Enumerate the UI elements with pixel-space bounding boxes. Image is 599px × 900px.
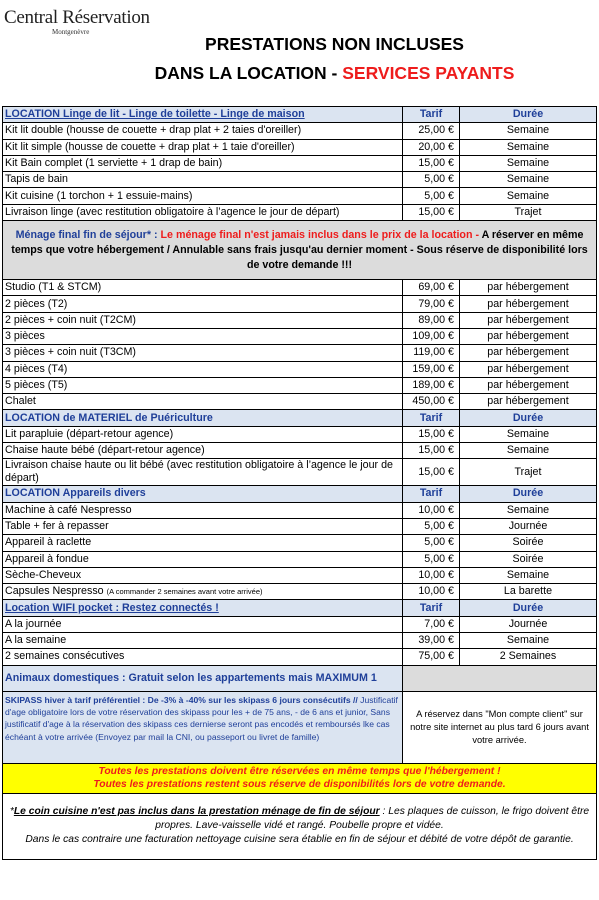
skipass-info <box>3 691 403 763</box>
table-row <box>3 633 597 649</box>
section-menage-rows <box>3 280 597 410</box>
row-duration: par hébergement <box>460 361 597 377</box>
capsules-row-group <box>3 584 597 600</box>
row-price: 10,00 € <box>403 567 460 583</box>
warning-line2: Toutes les prestations restent sous réserve de disponibilités lors de votre demande. <box>93 779 506 791</box>
row-label: Kit lit simple (housse de couette + drap plat + 1 taie d'oreiller) <box>3 139 403 155</box>
row-price: 5,00 € <box>403 551 460 567</box>
table-row <box>3 204 597 220</box>
row-label: Machine à café Nespresso <box>3 502 403 518</box>
table-row <box>3 155 597 171</box>
row-label: Chalet <box>3 394 403 410</box>
row-price: 69,00 € <box>403 280 460 296</box>
row-duration: Semaine <box>460 567 597 583</box>
row-duration: Trajet <box>460 459 597 486</box>
row-price: 15,00 € <box>403 443 460 459</box>
row-price: 109,00 € <box>403 328 460 344</box>
footer-underlined: Le coin cuisine n'est pas inclus dans la prestation ménage de fin de séjour <box>13 806 380 818</box>
row-duration: par hébergement <box>460 328 597 344</box>
tarif-header: Tarif <box>403 410 460 426</box>
table-row <box>3 502 597 518</box>
footer-para1 <box>9 805 590 833</box>
row-label: Table + fer à repasser <box>3 518 403 534</box>
footer-text1: : Les plaques de cuisson, le frigo doivent être propres. Lave-vaisselle vidé et rangé. Poubelle propre et vidée. <box>155 806 590 832</box>
page-title-line2 <box>0 63 599 84</box>
row-price: 15,00 € <box>403 155 460 171</box>
section-header-wifi <box>3 600 597 616</box>
row-duration: Trajet <box>460 204 597 220</box>
section-linge <box>3 107 597 221</box>
row-duration: Semaine <box>460 633 597 649</box>
row-label: Kit cuisine (1 torchon + 1 essuie-mains) <box>3 188 403 204</box>
row-price: 79,00 € <box>403 296 460 312</box>
table-row <box>3 139 597 155</box>
tarif-header: Tarif <box>403 486 460 502</box>
title-black-part: DANS LA LOCATION - <box>154 63 343 83</box>
row-duration: Semaine <box>460 172 597 188</box>
table-row <box>3 616 597 632</box>
section-header-puericulture <box>3 410 597 426</box>
row-label: Livraison linge (avec restitution obligatoire à l’agence le jour de départ) <box>3 204 403 220</box>
capsules-label: Capsules Nespresso <box>5 585 104 598</box>
services-table <box>2 106 597 860</box>
logo-subtitle: Montgenèvre <box>52 28 90 36</box>
row-price: 119,00 € <box>403 345 460 361</box>
animaux-note: Animaux domestiques : Gratuit selon les appartements mais MAXIMUM 1 <box>3 665 403 691</box>
table-row <box>3 123 597 139</box>
row-label: 3 pièces + coin nuit (T3CM) <box>3 345 403 361</box>
title-red-part: SERVICES PAYANTS <box>342 63 515 83</box>
animaux-row <box>3 665 597 691</box>
row-price: 450,00 € <box>403 394 460 410</box>
row-duration: par hébergement <box>460 312 597 328</box>
table-row <box>3 394 597 410</box>
row-label: Tapis de bain <box>3 172 403 188</box>
page-title-line1: PRESTATIONS NON INCLUSES <box>205 34 464 54</box>
row-price: 15,00 € <box>403 204 460 220</box>
row-label: 2 semaines consécutives <box>3 649 403 665</box>
table-row <box>3 345 597 361</box>
menage-conditions: A réserver en même temps que votre hébergement / Annulable sans frais jusqu'au dernier moment - Sous réserve de disponibilité lors de votre demande !!! <box>11 228 588 271</box>
row-price: 20,00 € <box>403 139 460 155</box>
row-duration: Semaine <box>460 426 597 442</box>
logo-text: Central Réservation <box>4 7 150 28</box>
row-label: Kit Bain complet (1 serviette + 1 drap de bain) <box>3 155 403 171</box>
table-row <box>3 280 597 296</box>
section-menage <box>3 221 597 280</box>
row-price: 10,00 € <box>403 584 460 600</box>
row-duration: La barette <box>460 584 597 600</box>
row-label: A la semaine <box>3 633 403 649</box>
row-duration: Semaine <box>460 188 597 204</box>
table-row <box>3 518 597 534</box>
table-row <box>3 188 597 204</box>
section-header-appareils <box>3 486 597 502</box>
row-label: A la journée <box>3 616 403 632</box>
table-row <box>3 443 597 459</box>
row-label <box>3 584 403 600</box>
duree-header: Durée <box>460 600 597 616</box>
tarif-header: Tarif <box>403 600 460 616</box>
row-label: 4 pièces (T4) <box>3 361 403 377</box>
row-duration: par hébergement <box>460 394 597 410</box>
skipass-title: SKIPASS hiver à tarif préférentiel : De -3% à -40% sur les skipass 6 jours consécutifs // <box>5 694 358 705</box>
section-appareils <box>3 486 597 584</box>
row-label: 5 pièces (T5) <box>3 377 403 393</box>
table-row <box>3 312 597 328</box>
table-row <box>3 296 597 312</box>
row-price: 5,00 € <box>403 172 460 188</box>
row-label: Appareil à fondue <box>3 551 403 567</box>
warning-banner <box>3 763 597 793</box>
row-price: 7,00 € <box>403 616 460 632</box>
skipass-row <box>3 691 597 763</box>
table-row <box>3 459 597 486</box>
row-duration: Semaine <box>460 443 597 459</box>
menage-banner-row <box>3 221 597 280</box>
row-label: 2 pièces + coin nuit (T2CM) <box>3 312 403 328</box>
row-label: Sèche-Cheveux <box>3 567 403 583</box>
skipass-note: A réservez dans "Mon compte client" sur notre site internet au plus tard 6 jours avant votre arrivée. <box>403 691 597 763</box>
row-duration: 2 Semaines <box>460 649 597 665</box>
table-row <box>3 584 597 600</box>
row-label: Chaise haute bébé (départ-retour agence) <box>3 443 403 459</box>
row-price: 159,00 € <box>403 361 460 377</box>
row-price: 5,00 € <box>403 188 460 204</box>
row-price: 25,00 € <box>403 123 460 139</box>
row-label: Appareil à raclette <box>3 535 403 551</box>
row-price: 5,00 € <box>403 518 460 534</box>
table-row <box>3 377 597 393</box>
footer-row <box>3 793 597 859</box>
row-price: 15,00 € <box>403 426 460 442</box>
row-duration: Semaine <box>460 502 597 518</box>
table-row <box>3 567 597 583</box>
row-price: 39,00 € <box>403 633 460 649</box>
footer-star: * <box>9 806 14 818</box>
row-label: Livraison chaise haute ou lit bébé (avec restitution obligatoire à l’agence le jour de départ) <box>3 459 403 486</box>
section-puericulture <box>3 410 597 486</box>
table-row <box>3 649 597 665</box>
warning-row <box>3 763 597 793</box>
section-title: LOCATION Linge de lit - Linge de toilette - Linge de maison <box>3 107 403 123</box>
table-row <box>3 361 597 377</box>
skipass-text: Justificatif d'age obligatoire lors de votre réservation des skipass pour les + de 75 ans, - de 6 ans et junior, Sans justificatif d'age à la réservation des skipass ces dernierse seront pas encodés et remboursés lke cas échéant à votre arrivée (Envoyez par mail la CNI, ou passeport ou livret de famille) <box>5 694 398 742</box>
row-label: 3 pièces <box>3 328 403 344</box>
row-label: Lit parapluie (départ-retour agence) <box>3 426 403 442</box>
section-title: LOCATION Appareils divers <box>3 486 403 502</box>
row-price: 5,00 € <box>403 535 460 551</box>
row-price: 89,00 € <box>403 312 460 328</box>
table-row <box>3 426 597 442</box>
menage-red-text: Le ménage final n'est jamais inclus dans le prix de la location - <box>160 228 482 241</box>
footer-note <box>3 793 597 859</box>
row-price: 189,00 € <box>403 377 460 393</box>
row-duration: par hébergement <box>460 377 597 393</box>
section-wifi <box>3 600 597 665</box>
row-duration: Semaine <box>460 123 597 139</box>
row-duration: par hébergement <box>460 280 597 296</box>
row-duration: par hébergement <box>460 345 597 361</box>
menage-banner <box>3 221 597 280</box>
footer-para2: Dans le cas contraire une facturation nettoyage cuisine sera établie en fin de séjour et débité de votre dépôt de garantie. <box>25 834 574 846</box>
menage-title: Ménage final fin de séjour* : <box>15 228 161 241</box>
row-price: 10,00 € <box>403 502 460 518</box>
tarif-header: Tarif <box>403 107 460 123</box>
row-duration: par hébergement <box>460 296 597 312</box>
section-header-linge <box>3 107 597 123</box>
table-row <box>3 172 597 188</box>
row-label: Studio (T1 & STCM) <box>3 280 403 296</box>
section-title: Location WIFI pocket : Restez connectés ! <box>3 600 403 616</box>
table-row <box>3 535 597 551</box>
row-label: 2 pièces (T2) <box>3 296 403 312</box>
capsules-note: (A commander 2 semaines avant votre arrivée) <box>106 587 263 597</box>
row-duration: Soirée <box>460 551 597 567</box>
duree-header: Durée <box>460 107 597 123</box>
row-price: 15,00 € <box>403 459 460 486</box>
row-duration: Semaine <box>460 139 597 155</box>
row-label: Kit lit double (housse de couette + drap plat + 2 taies d'oreiller) <box>3 123 403 139</box>
animaux-empty-cell <box>403 665 597 691</box>
duree-header: Durée <box>460 486 597 502</box>
row-duration: Semaine <box>460 155 597 171</box>
row-duration: Journée <box>460 518 597 534</box>
section-extras <box>3 665 597 859</box>
section-title: LOCATION de MATERIEL de Puériculture <box>3 410 403 426</box>
row-duration: Soirée <box>460 535 597 551</box>
duree-header: Durée <box>460 410 597 426</box>
table-row <box>3 328 597 344</box>
warning-line1: Toutes les prestations doivent être réservées en même temps que l'hébergement ! <box>98 766 501 778</box>
table-row <box>3 551 597 567</box>
row-duration: Journée <box>460 616 597 632</box>
row-price: 75,00 € <box>403 649 460 665</box>
